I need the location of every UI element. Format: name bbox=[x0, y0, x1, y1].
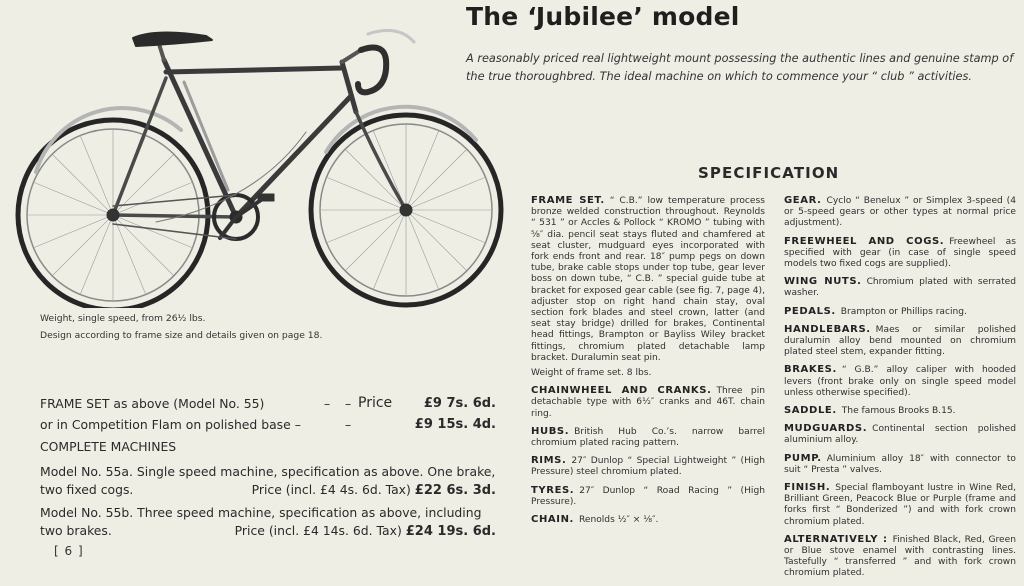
spec-entry-text: Three pin detachable type with 6½″ cranks and 46T. chain ring. bbox=[531, 386, 765, 419]
spec-entry-text: “ C.B.” low temperature process bronze welded construction throughout. Reynolds “ 531 ” or Accles & Pollock “ KROMO ” tubing with ⅝″ dia. pencil seat stays fluted and chamfered at seat cluster, mudguard eyes incorporated with fork ends front and rear. 18″ pump pegs on down tube, brake cable stops under top tube, gear lever boss on down tube, “ C.B. ” special guide tube at bracket for exposed gear cable (see fig. 7, page 4), adjuster stop on right hand chain stay, oval section fork blades and steel crown, latter (and seat stay bridge) drilled for brakes, Continental head fittings, Brampton or Bayliss Wiley bracket fittings, chromium plated detachable lamp bracket. Duralumin seat pin. bbox=[531, 196, 765, 363]
spec-entry bbox=[531, 455, 765, 478]
model-55b-price: £24 19s. 6d. bbox=[405, 524, 496, 539]
spec-entry-heading: HUBS. bbox=[531, 425, 570, 437]
spec-entry bbox=[784, 324, 1016, 359]
spec-entry-heading: WING NUTS. bbox=[784, 276, 862, 288]
dash: – bbox=[345, 417, 352, 432]
spec-entry-heading: FRAME SET. bbox=[531, 195, 605, 206]
spec-entry bbox=[784, 534, 1016, 580]
model-55a-line2: two fixed cogs. bbox=[40, 482, 134, 497]
frame-set-price: £9 7s. 6d. bbox=[423, 396, 496, 411]
flam-price: £9 15s. 4d. bbox=[414, 417, 496, 432]
model-55b-line2: two brakes. bbox=[40, 523, 112, 538]
bicycle-illustration bbox=[6, 12, 508, 308]
intro-text: A reasonably priced real lightweight mount possessing the authentic lines and genuine stamp of the true thoroughbred. The ideal machine on which to commence your “ club ” activities. bbox=[466, 52, 1014, 83]
spec-entry-text: 27″ Dunlop “ Special Lightweight ” (High Pressure) steel chromium plated. bbox=[531, 456, 765, 478]
specification-column-a bbox=[531, 195, 765, 532]
spec-entry-heading: HANDLEBARS. bbox=[784, 323, 871, 335]
spec-entry-text: Renolds ½″ × ⅛″. bbox=[578, 515, 659, 526]
spec-entry-heading: CHAIN. bbox=[531, 514, 574, 526]
spec-entry-heading: BRAKES. bbox=[784, 364, 837, 376]
spec-entry-text: Finished Black, Red, Green or Blue stove enamel with contrasting lines. Tastefully “ transferred ” and with fork crown chromium plated. bbox=[784, 534, 1016, 579]
page-number: [ 6 ] bbox=[54, 544, 84, 558]
caption-weight: Weight, single speed, from 26½ lbs. bbox=[40, 313, 206, 324]
spec-entry-text: Aluminium alloy 18″ with connector to suit “ Presta ” valves. bbox=[784, 453, 1016, 475]
price-row-flam bbox=[40, 414, 500, 435]
dash: – bbox=[324, 396, 331, 411]
spec-entry-text: Weight of frame set. 8 lbs. bbox=[531, 368, 652, 379]
spec-entry-text: Special flamboyant lustre in Wine Red, Brilliant Green, Peacock Blue or Purple (frame and forks first “ Bonderized ”) and with fork crown chromium plated. bbox=[784, 483, 1016, 527]
model-55a-price: £22 6s. 3d. bbox=[414, 483, 496, 498]
spec-entry bbox=[784, 306, 1016, 318]
spec-entry-text: Brampton or Phillips racing. bbox=[840, 306, 967, 317]
spec-entry bbox=[784, 482, 1016, 528]
frame-set-label: FRAME SET as above (Model No. 55) bbox=[40, 396, 265, 411]
spec-entry-text: Freewheel as specified with gear (in case of single speed models two fixed cogs are supplied). bbox=[784, 236, 1016, 270]
spec-entry-heading: SADDLE. bbox=[784, 405, 837, 417]
specification-column-b bbox=[784, 195, 1016, 586]
spec-entry-heading: CHAINWHEEL AND CRANKS. bbox=[531, 385, 712, 397]
spec-entry bbox=[784, 423, 1016, 446]
spec-entry-heading: FREEWHEEL AND COGS. bbox=[784, 235, 945, 247]
spec-entry-heading: ALTERNATIVELY : bbox=[784, 533, 888, 545]
spec-entry-text: Chromium plated with serrated washer. bbox=[784, 277, 1016, 299]
spec-entry bbox=[784, 236, 1016, 271]
spec-entry-heading: FINISH. bbox=[784, 482, 831, 494]
spec-entry bbox=[784, 195, 1016, 230]
spec-entry bbox=[531, 368, 765, 379]
specification-heading: SPECIFICATION bbox=[698, 164, 840, 182]
spec-entry-heading: GEAR. bbox=[784, 195, 822, 206]
flam-label: or in Competition Flam on polished base – bbox=[40, 417, 301, 432]
page-title: The ‘Jubilee’ model bbox=[466, 2, 740, 31]
spec-entry bbox=[784, 364, 1016, 399]
spec-entry-text: Maes or similar polished duralumin alloy bend mounted on chromium plated steel stem, expander fitting. bbox=[784, 324, 1016, 358]
price-label: Price bbox=[358, 395, 393, 411]
spec-entry bbox=[531, 485, 765, 508]
model-55a-price-text: Price (incl. £4 4s. 6d. Tax) bbox=[251, 482, 411, 497]
spec-entry-text: The famous Brooks B.15. bbox=[841, 406, 956, 417]
illustration-caption bbox=[40, 310, 322, 344]
dash: – bbox=[345, 396, 352, 411]
spec-entry bbox=[531, 426, 765, 449]
spec-entry-heading: PEDALS. bbox=[784, 305, 836, 317]
complete-machines-heading: COMPLETE MACHINES bbox=[40, 439, 177, 454]
model-55b-line1: Model No. 55b. Three speed machine, specification as above, including bbox=[40, 505, 482, 520]
model-55b-price-text: Price (incl. £4 14s. 6d. Tax) bbox=[234, 523, 402, 538]
model-55b bbox=[40, 504, 500, 540]
spec-entry-text: Cyclo “ Benelux ” or Simplex 3-speed (4 or 5-speed gears or other types at normal price adjustment). bbox=[784, 196, 1016, 229]
spec-entry bbox=[531, 385, 765, 420]
model-55a-line1: Model No. 55a. Single speed machine, specification as above. One brake, bbox=[40, 464, 496, 479]
spec-entry-heading: MUDGUARDS. bbox=[784, 423, 868, 435]
model-55a bbox=[40, 463, 500, 499]
spec-entry-text: British Hub Co.’s. narrow barrel chromium plated racing pattern. bbox=[531, 426, 765, 449]
spec-entry bbox=[531, 514, 765, 526]
spec-entry-text: “ G.B.” alloy caliper with hooded levers (front brake only on single speed model unless otherwise specified). bbox=[784, 365, 1016, 398]
spec-entry-text: 27″ Dunlop “ Road Racing ” (High Pressure). bbox=[531, 485, 765, 507]
spec-entry bbox=[784, 276, 1016, 299]
price-list bbox=[40, 393, 500, 540]
spec-entry bbox=[531, 195, 765, 364]
spec-entry-text: Continental section polished aluminium alloy. bbox=[784, 424, 1016, 446]
caption-design: Design according to frame size and details given on page 18. bbox=[40, 330, 323, 341]
spec-entry-heading: RIMS. bbox=[531, 455, 567, 467]
spec-entry bbox=[784, 453, 1016, 476]
spec-entry bbox=[784, 405, 1016, 417]
spec-entry-heading: PUMP. bbox=[784, 452, 822, 464]
price-row-frame-set bbox=[40, 393, 500, 414]
spec-entry-heading: TYRES. bbox=[531, 484, 575, 496]
